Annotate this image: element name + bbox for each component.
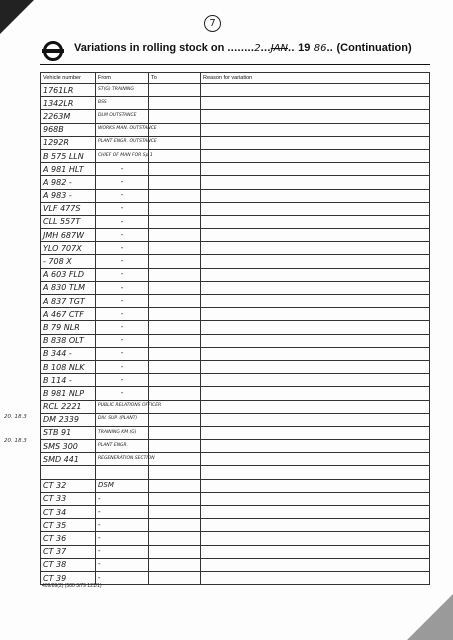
vehicle-number: CT 37 [41,545,96,558]
reason-cell [201,571,430,584]
from-cell: DLM OUTSTANCE [96,110,149,123]
to-cell [149,334,201,347]
table-row [41,558,430,571]
from-cell: - [96,492,149,505]
from-cell: - [96,519,149,532]
to-cell [149,387,201,400]
table-row [41,110,430,123]
table-row [41,374,430,387]
to-cell [149,295,201,308]
reason-cell [201,123,430,136]
to-cell [149,163,201,176]
table-row [41,400,430,413]
vehicle-number: A 837 TGT [41,295,96,308]
col-from: From [96,73,149,84]
table-row [41,440,430,453]
vehicle-number: STB 91 [41,426,96,439]
reason-cell [201,519,430,532]
vehicle-number: A 467 CTF [41,308,96,321]
year-prefix: 19 [298,42,311,54]
to-cell [149,321,201,334]
from-cell: - [96,215,149,228]
to-cell [149,413,201,426]
from-cell: DSM [96,479,149,492]
margin-note: 20. 18.3 [4,438,27,444]
vehicle-number: A 981 HLT [41,163,96,176]
reason-cell [201,334,430,347]
from-cell: PLANT ENGR. OUTSTANCE [96,136,149,149]
from-cell: - [96,229,149,242]
reason-cell [201,202,430,215]
reason-cell [201,136,430,149]
to-cell [149,255,201,268]
vehicle-number: 968B [41,123,96,136]
from-cell: - [96,374,149,387]
vehicle-number: CLL 557T [41,215,96,228]
from-cell: - [96,334,149,347]
to-cell [149,242,201,255]
to-cell [149,453,201,466]
table-row [41,149,430,162]
table-row [41,387,430,400]
reason-cell [201,466,430,479]
date-month: JAN [270,43,289,54]
to-cell [149,176,201,189]
reason-cell [201,308,430,321]
to-cell [149,492,201,505]
reason-cell [201,374,430,387]
from-cell: - [96,308,149,321]
from-cell: PUBLIC RELATIONS OFFICER [96,400,149,413]
table-row [41,479,430,492]
col-reason: Reason for variation [201,73,430,84]
reason-cell [201,387,430,400]
reason-cell [201,97,430,110]
reason-cell [201,110,430,123]
vehicle-number: B 344 - [41,347,96,360]
vehicle-number: RCL 2221 [41,400,96,413]
reason-cell [201,347,430,360]
scan-corner-shadow [0,0,34,34]
reason-cell [201,400,430,413]
table-row [41,281,430,294]
table-header-row [41,73,430,84]
reason-cell [201,229,430,242]
reason-cell [201,413,430,426]
reason-cell [201,215,430,228]
page-number: 7 [204,15,221,32]
vehicle-number: B 838 OLT [41,334,96,347]
from-cell: - [96,189,149,202]
table-row [41,176,430,189]
from-cell: - [96,571,149,584]
table-row [41,215,430,228]
from-cell: - [96,242,149,255]
form-reference: 409/89(2) (500 3/79 121/1) [42,583,102,589]
vehicle-number: CT 39 [41,571,96,584]
vehicle-number: B 79 NLR [41,321,96,334]
table-row [41,466,430,479]
roundel-logo-icon [42,40,64,62]
to-cell [149,506,201,519]
vehicle-number: SMD 441 [41,453,96,466]
reason-cell [201,163,430,176]
from-cell [96,466,149,479]
table-row [41,426,430,439]
to-cell [149,571,201,584]
vehicle-number: B 575 LLN [41,149,96,162]
vehicle-number: CT 34 [41,506,96,519]
vehicle-number: VLF 477S [41,202,96,215]
from-cell: - [96,347,149,360]
to-cell [149,440,201,453]
table-row [41,519,430,532]
reason-cell [201,545,430,558]
vehicle-number: 1292R [41,136,96,149]
vehicle-number: 1342LR [41,97,96,110]
reason-cell [201,149,430,162]
from-cell: - [96,268,149,281]
to-cell [149,268,201,281]
from-cell: - [96,506,149,519]
col-to: To [149,73,201,84]
vehicle-number: B 981 NLP [41,387,96,400]
vehicle-number: 1761LR [41,84,96,97]
vehicle-number: CT 32 [41,479,96,492]
reason-cell [201,255,430,268]
vehicle-number [41,466,96,479]
to-cell [149,215,201,228]
table-row [41,268,430,281]
reason-cell [201,506,430,519]
to-cell [149,149,201,162]
reason-cell [201,84,430,97]
vehicle-number: B 108 NLK [41,360,96,373]
form-title: Variations in rolling stock on ........2...JAN.. 19 86.. (Continuation) [74,42,412,54]
to-cell [149,84,201,97]
table-row [41,413,430,426]
table-row [41,136,430,149]
table-row [41,347,430,360]
vehicle-number: CT 33 [41,492,96,505]
to-cell [149,426,201,439]
to-cell [149,360,201,373]
from-cell: - [96,545,149,558]
reason-cell [201,242,430,255]
from-cell: - [96,532,149,545]
reason-cell [201,189,430,202]
to-cell [149,110,201,123]
to-cell [149,308,201,321]
from-cell: CHIEF OF MAN FOR Sp 1 [96,149,149,162]
table-row [41,453,430,466]
to-cell [149,519,201,532]
title-prefix: Variations in rolling stock on [74,42,225,54]
to-cell [149,466,201,479]
to-cell [149,229,201,242]
from-cell: DIV. SUP. (PLANT) [96,413,149,426]
reason-cell [201,479,430,492]
from-cell: WORKS MAN. OUTSTANCE [96,123,149,136]
table-row [41,360,430,373]
from-cell: TRAINING KM (G) [96,426,149,439]
from-cell: - [96,202,149,215]
from-cell: - [96,387,149,400]
reason-cell [201,492,430,505]
table-row [41,295,430,308]
vehicle-number: A 983 - [41,189,96,202]
from-cell: - [96,255,149,268]
from-cell: - [96,321,149,334]
table-row [41,189,430,202]
from-cell: PLANT ENGR. [96,440,149,453]
reason-cell [201,426,430,439]
from-cell: - [96,558,149,571]
vehicle-number: CT 36 [41,532,96,545]
reason-cell [201,453,430,466]
vehicle-number: JMH 687W [41,229,96,242]
table-row [41,163,430,176]
vehicle-number: CT 38 [41,558,96,571]
table-row [41,84,430,97]
to-cell [149,281,201,294]
title-suffix: (Continuation) [336,42,412,54]
to-cell [149,532,201,545]
vehicle-number: 2263M [41,110,96,123]
table-row [41,255,430,268]
from-cell: REGENERATION SECTION [96,453,149,466]
reason-cell [201,281,430,294]
table-row [41,492,430,505]
reason-cell [201,558,430,571]
table-row [41,242,430,255]
reason-cell [201,360,430,373]
table-row [41,229,430,242]
to-cell [149,202,201,215]
to-cell [149,347,201,360]
margin-note: 20. 18.3 [4,414,27,420]
to-cell [149,545,201,558]
title-rule [40,64,430,65]
from-cell: BSS [96,97,149,110]
vehicle-number: B 114 - [41,374,96,387]
from-cell: - [96,176,149,189]
vehicle-number: DM 2339 [41,413,96,426]
table-row [41,321,430,334]
table-row [41,97,430,110]
date-year: 86 [313,43,327,54]
table-row [41,334,430,347]
reason-cell [201,268,430,281]
from-cell: - [96,281,149,294]
table-row [41,123,430,136]
vehicle-number: SMS 300 [41,440,96,453]
vehicle-number: YLO 707X [41,242,96,255]
col-vehicle-number: Vehicle number [41,73,96,84]
table-row [41,545,430,558]
from-cell: - [96,163,149,176]
reason-cell [201,321,430,334]
vehicle-number: A 830 TLM [41,281,96,294]
reason-cell [201,295,430,308]
table-row [41,506,430,519]
table-row [41,308,430,321]
scan-corner-fold [407,594,453,640]
reason-cell [201,532,430,545]
reason-cell [201,440,430,453]
vehicle-number: - 708 X [41,255,96,268]
variations-table [40,72,430,585]
vehicle-number: A 603 FLD [41,268,96,281]
vehicle-number: A 982 - [41,176,96,189]
to-cell [149,558,201,571]
table-row [41,202,430,215]
reason-cell [201,176,430,189]
to-cell [149,374,201,387]
to-cell [149,189,201,202]
vehicle-number: CT 35 [41,519,96,532]
from-cell: - [96,295,149,308]
to-cell [149,97,201,110]
date-day: 2 [254,43,261,54]
table-row [41,532,430,545]
from-cell: - [96,360,149,373]
to-cell [149,479,201,492]
from-cell: ST(G) TRAINING [96,84,149,97]
